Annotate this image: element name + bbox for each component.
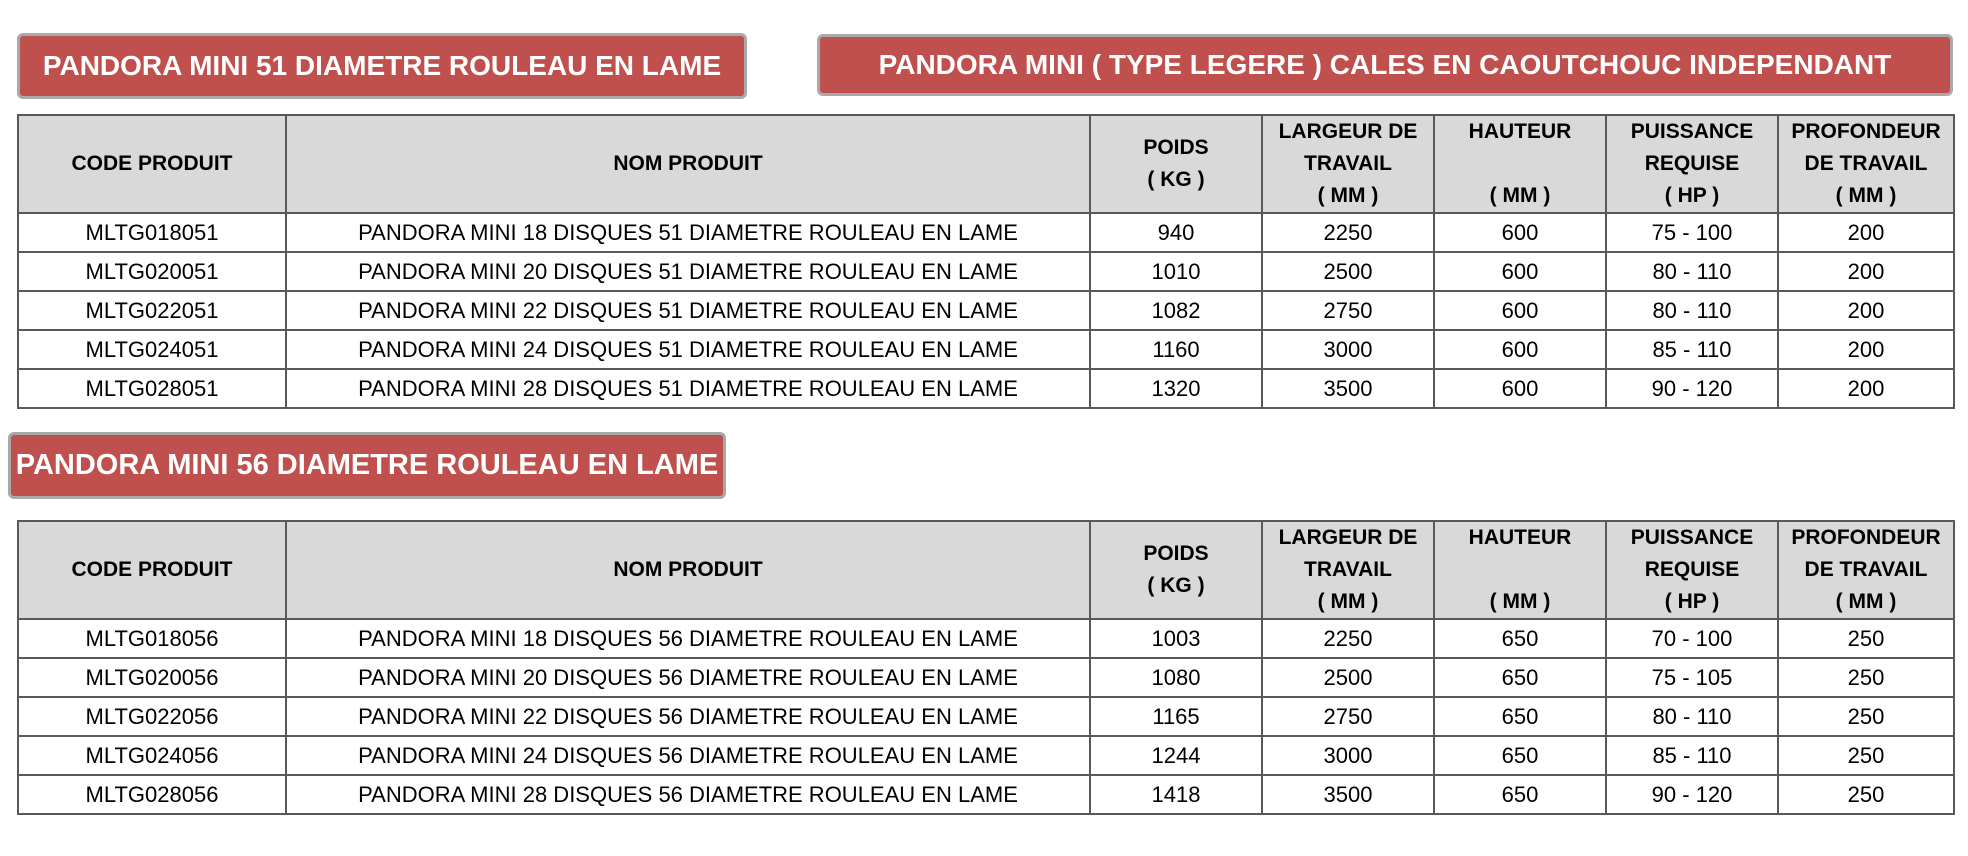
cell-nom-produit: PANDORA MINI 18 DISQUES 51 DIAMETRE ROULEAU EN LAME	[286, 213, 1090, 252]
spec-table-mini-56	[17, 520, 1955, 815]
cell-nom-produit: PANDORA MINI 18 DISQUES 56 DIAMETRE ROULEAU EN LAME	[286, 619, 1090, 658]
cell-profondeur: 250	[1778, 736, 1954, 775]
cell-largeur: 3000	[1262, 330, 1434, 369]
cell-puissance: 85 - 110	[1606, 736, 1778, 775]
table-row	[18, 697, 1954, 736]
cell-code-produit: MLTG024056	[18, 736, 286, 775]
cell-poids: 940	[1090, 213, 1262, 252]
cell-largeur: 2750	[1262, 697, 1434, 736]
table-body	[18, 213, 1954, 408]
header-poids: POIDS ( KG )	[1090, 521, 1262, 619]
table-row	[18, 369, 1954, 408]
cell-largeur: 3500	[1262, 369, 1434, 408]
cell-largeur: 2750	[1262, 291, 1434, 330]
cell-nom-produit: PANDORA MINI 20 DISQUES 51 DIAMETRE ROULEAU EN LAME	[286, 252, 1090, 291]
cell-code-produit: MLTG018051	[18, 213, 286, 252]
cell-poids: 1320	[1090, 369, 1262, 408]
banner-pandora-mini-56: PANDORA MINI 56 DIAMETRE ROULEAU EN LAME	[8, 432, 726, 499]
cell-poids: 1244	[1090, 736, 1262, 775]
cell-poids: 1418	[1090, 775, 1262, 814]
table-row	[18, 330, 1954, 369]
cell-puissance: 85 - 110	[1606, 330, 1778, 369]
table-row	[18, 658, 1954, 697]
cell-nom-produit: PANDORA MINI 24 DISQUES 51 DIAMETRE ROULEAU EN LAME	[286, 330, 1090, 369]
table-row	[18, 291, 1954, 330]
cell-largeur: 2250	[1262, 619, 1434, 658]
table-header-row	[18, 115, 1954, 213]
cell-puissance: 70 - 100	[1606, 619, 1778, 658]
table-row	[18, 252, 1954, 291]
cell-profondeur: 200	[1778, 291, 1954, 330]
header-nom-produit: NOM PRODUIT	[286, 115, 1090, 213]
cell-largeur: 2500	[1262, 252, 1434, 291]
header-largeur-de-travail: LARGEUR DE TRAVAIL ( MM )	[1262, 115, 1434, 213]
cell-puissance: 80 - 110	[1606, 697, 1778, 736]
cell-poids: 1080	[1090, 658, 1262, 697]
cell-puissance: 80 - 110	[1606, 291, 1778, 330]
cell-code-produit: MLTG020056	[18, 658, 286, 697]
header-nom-produit: NOM PRODUIT	[286, 521, 1090, 619]
banner-pandora-mini-51: PANDORA MINI 51 DIAMETRE ROULEAU EN LAME	[17, 33, 747, 99]
cell-code-produit: MLTG020051	[18, 252, 286, 291]
cell-code-produit: MLTG024051	[18, 330, 286, 369]
cell-puissance: 75 - 105	[1606, 658, 1778, 697]
table-row	[18, 775, 1954, 814]
cell-hauteur: 650	[1434, 658, 1606, 697]
cell-hauteur: 650	[1434, 619, 1606, 658]
cell-hauteur: 650	[1434, 697, 1606, 736]
cell-poids: 1082	[1090, 291, 1262, 330]
cell-puissance: 80 - 110	[1606, 252, 1778, 291]
cell-nom-produit: PANDORA MINI 28 DISQUES 51 DIAMETRE ROULEAU EN LAME	[286, 369, 1090, 408]
cell-hauteur: 650	[1434, 736, 1606, 775]
cell-largeur: 3000	[1262, 736, 1434, 775]
cell-code-produit: MLTG028051	[18, 369, 286, 408]
cell-profondeur: 250	[1778, 619, 1954, 658]
cell-nom-produit: PANDORA MINI 22 DISQUES 56 DIAMETRE ROULEAU EN LAME	[286, 697, 1090, 736]
table-header-row	[18, 521, 1954, 619]
cell-code-produit: MLTG018056	[18, 619, 286, 658]
cell-hauteur: 600	[1434, 252, 1606, 291]
cell-nom-produit: PANDORA MINI 20 DISQUES 56 DIAMETRE ROULEAU EN LAME	[286, 658, 1090, 697]
header-puissance-requise: PUISSANCE REQUISE ( HP )	[1606, 115, 1778, 213]
header-largeur-de-travail: LARGEUR DE TRAVAIL ( MM )	[1262, 521, 1434, 619]
cell-profondeur: 200	[1778, 252, 1954, 291]
cell-profondeur: 250	[1778, 697, 1954, 736]
cell-puissance: 90 - 120	[1606, 369, 1778, 408]
cell-poids: 1003	[1090, 619, 1262, 658]
cell-profondeur: 250	[1778, 775, 1954, 814]
cell-code-produit: MLTG022056	[18, 697, 286, 736]
cell-code-produit: MLTG022051	[18, 291, 286, 330]
cell-nom-produit: PANDORA MINI 28 DISQUES 56 DIAMETRE ROULEAU EN LAME	[286, 775, 1090, 814]
cell-nom-produit: PANDORA MINI 24 DISQUES 56 DIAMETRE ROULEAU EN LAME	[286, 736, 1090, 775]
banner-pandora-mini-type-legere: PANDORA MINI ( TYPE LEGERE ) CALES EN CAOUTCHOUC INDEPENDANT	[817, 34, 1953, 96]
cell-profondeur: 200	[1778, 213, 1954, 252]
header-hauteur: HAUTEUR ( MM )	[1434, 521, 1606, 619]
cell-poids: 1010	[1090, 252, 1262, 291]
cell-code-produit: MLTG028056	[18, 775, 286, 814]
cell-largeur: 2500	[1262, 658, 1434, 697]
header-code-produit: CODE PRODUIT	[18, 521, 286, 619]
cell-hauteur: 600	[1434, 291, 1606, 330]
table-row	[18, 213, 1954, 252]
header-puissance-requise: PUISSANCE REQUISE ( HP )	[1606, 521, 1778, 619]
cell-hauteur: 600	[1434, 330, 1606, 369]
table-body	[18, 619, 1954, 814]
cell-puissance: 90 - 120	[1606, 775, 1778, 814]
cell-profondeur: 200	[1778, 369, 1954, 408]
table-row	[18, 736, 1954, 775]
cell-hauteur: 650	[1434, 775, 1606, 814]
cell-nom-produit: PANDORA MINI 22 DISQUES 51 DIAMETRE ROULEAU EN LAME	[286, 291, 1090, 330]
cell-profondeur: 250	[1778, 658, 1954, 697]
cell-puissance: 75 - 100	[1606, 213, 1778, 252]
cell-poids: 1160	[1090, 330, 1262, 369]
header-poids: POIDS ( KG )	[1090, 115, 1262, 213]
header-profondeur-de-travail: PROFONDEUR DE TRAVAIL ( MM )	[1778, 115, 1954, 213]
header-code-produit: CODE PRODUIT	[18, 115, 286, 213]
cell-largeur: 3500	[1262, 775, 1434, 814]
cell-poids: 1165	[1090, 697, 1262, 736]
cell-profondeur: 200	[1778, 330, 1954, 369]
cell-largeur: 2250	[1262, 213, 1434, 252]
table-row	[18, 619, 1954, 658]
cell-hauteur: 600	[1434, 369, 1606, 408]
cell-hauteur: 600	[1434, 213, 1606, 252]
header-hauteur: HAUTEUR ( MM )	[1434, 115, 1606, 213]
header-profondeur-de-travail: PROFONDEUR DE TRAVAIL ( MM )	[1778, 521, 1954, 619]
spec-table-mini-51	[17, 114, 1955, 409]
